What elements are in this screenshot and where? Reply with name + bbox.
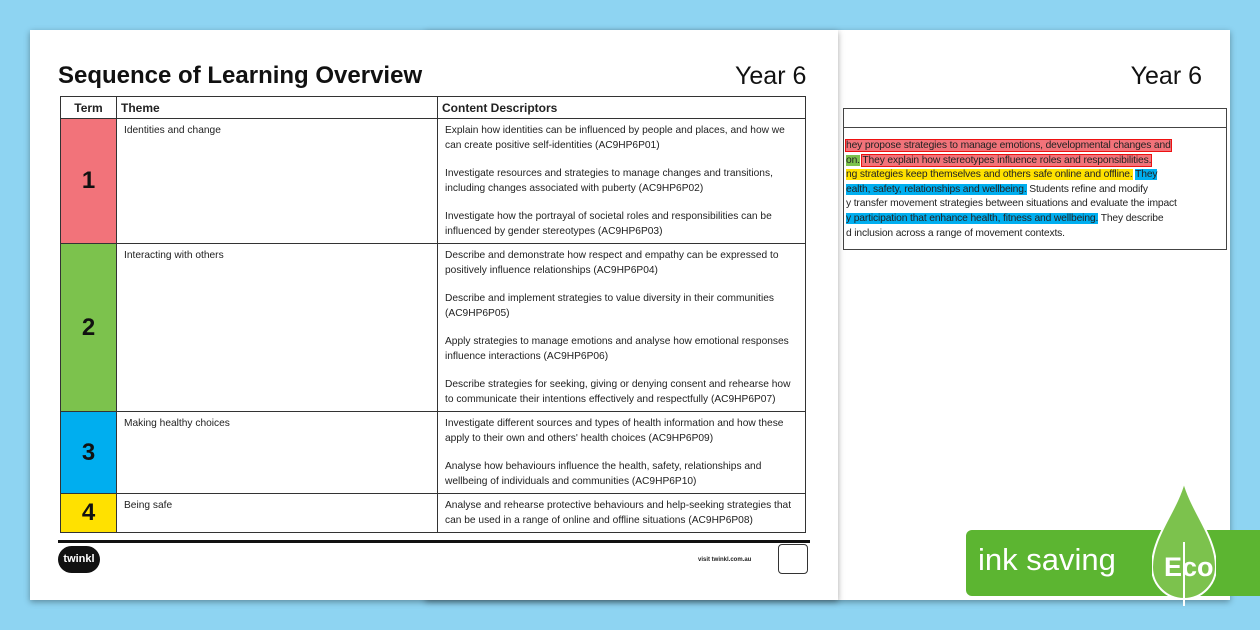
year-label: Year 6 (1130, 62, 1202, 90)
content-descriptor: Analyse how behaviours influence the health, safety, relationships and wellbeing of individuals and communities (AC9HP6P10) (445, 461, 762, 487)
term-cell: 4 (61, 494, 117, 533)
descriptors-cell (438, 244, 806, 412)
text-segment: They explain how stereotypes influence roles and responsibilities. (862, 154, 1152, 166)
descriptors-cell (438, 494, 806, 533)
text-segment: They (1135, 169, 1158, 181)
table-row (61, 412, 806, 494)
twinkl-logo: twinkl (58, 546, 100, 573)
text-segment: y participation that enhance health, fitness and wellbeing. (846, 212, 1099, 224)
theme-cell: Identities and change (117, 119, 438, 244)
eco-label: Eco (1164, 552, 1214, 582)
page-title: Sequence of Learning Overview (58, 62, 423, 89)
footer-rule (58, 540, 810, 543)
table-row (61, 494, 806, 533)
term-cell: 2 (61, 244, 117, 412)
content-descriptor: Investigate resources and strategies to manage changes and transitions, including changes associated with puberty (AC9HP6P02) (445, 168, 773, 194)
content-descriptor: Describe and demonstrate how respect and empathy can be expressed to positively influence relationships (AC9HP6P04) (445, 250, 779, 276)
table-row (61, 244, 806, 412)
text-segment: d inclusion across a range of movement contexts. (846, 227, 1065, 239)
year-label: Year 6 (735, 62, 807, 90)
visit-link: visit twinkl.com.au (698, 557, 752, 563)
overview-table (60, 96, 806, 533)
eco-drop-icon (1152, 482, 1216, 606)
theme-cell: Making healthy choices (117, 412, 438, 494)
content-descriptor: Describe strategies for seeking, giving or denying consent and rehearse how to communicate their intentions effectively and respectfully (AC9HP6P07) (445, 379, 791, 405)
content-descriptor: Investigate how the portrayal of societal roles and responsibilities can be influenced by gender stereotypes (AC9HP6P03) (445, 211, 772, 237)
header-theme: Theme (117, 97, 438, 119)
front-page (30, 30, 838, 600)
text-segment: ng strategies keep themselves and others safe online and offline. (846, 169, 1133, 181)
term-cell: 1 (61, 119, 117, 244)
text-segment: Students refine and modify (1026, 183, 1148, 195)
ink-saving-label: ink saving (978, 542, 1116, 577)
theme-cell: Being safe (117, 494, 438, 533)
table-row (61, 119, 806, 244)
descriptors-cell (438, 412, 806, 494)
descriptors-cell (438, 119, 806, 244)
content-descriptor: Describe and implement strategies to value diversity in their communities (AC9HP6P05) (445, 293, 774, 319)
text-segment: on. (846, 154, 860, 166)
header-content: Content Descriptors (438, 97, 806, 119)
text-segment: ealth, safety, relationships and wellbeing. (846, 183, 1027, 195)
content-descriptor: Explain how identities can be influenced by people and places, and how we can create positive self-identities (AC9HP6P01) (445, 125, 785, 151)
text-segment: y transfer movement strategies between situations and evaluate the impact (846, 198, 1177, 210)
quality-badge (778, 544, 808, 574)
theme-cell: Interacting with others (117, 244, 438, 412)
term-cell: 3 (61, 412, 117, 494)
text-segment: hey propose strategies to manage emotions, developmental changes and (846, 140, 1171, 151)
header-term: Term (61, 97, 117, 119)
achievement-standard-text (846, 139, 1224, 241)
content-descriptor: Apply strategies to manage emotions and analyse how emotional responses influence interactions (AC9HP6P06) (445, 336, 789, 362)
content-descriptor: Investigate different sources and types of health information and how these apply to their own and others' health choices (AC9HP6P09) (445, 418, 784, 444)
text-segment: They describe (1098, 212, 1164, 224)
content-descriptor: Analyse and rehearse protective behaviours and help-seeking strategies that can be used in a range of online and offline situations (AC9HP6P08) (445, 500, 792, 526)
